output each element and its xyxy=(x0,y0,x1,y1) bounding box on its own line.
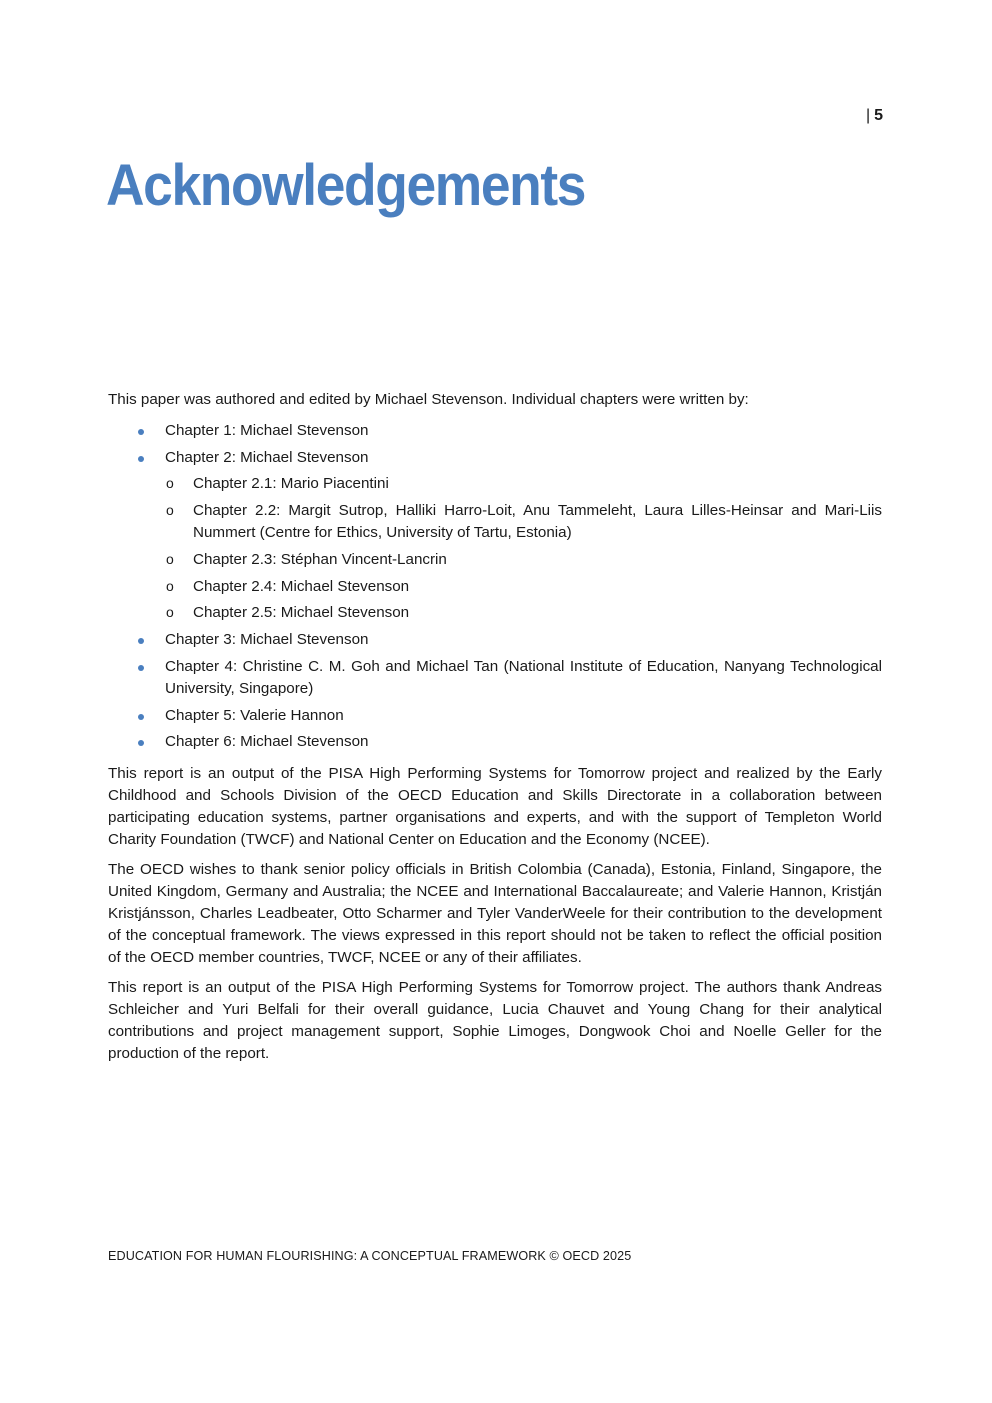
chapter-list xyxy=(108,420,882,753)
sub-list-item xyxy=(165,500,882,544)
list-item xyxy=(108,656,882,700)
sub-chapter-label: Chapter 2.2: Margit Sutrop, Halliki Harro-Loit, Anu Tammeleht, Laura Lilles-Heinsar and Mari-Liis Nummert (Centre for Ethics, University of Tartu, Estonia) xyxy=(193,502,882,541)
sub-chapter-label: Chapter 2.3: Stéphan Vincent-Lancrin xyxy=(193,550,447,568)
sub-chapter-label: Chapter 2.1: Mario Piacentini xyxy=(193,475,389,493)
list-item xyxy=(108,629,882,651)
page-title: Acknowledgements xyxy=(106,153,586,218)
sub-list-item xyxy=(165,473,882,495)
circle-bullet-icon: o xyxy=(166,604,174,621)
sub-list-item xyxy=(165,549,882,571)
bullet-icon xyxy=(138,714,144,720)
chapter-label: Chapter 6: Michael Stevenson xyxy=(165,733,369,751)
page-number xyxy=(866,106,883,126)
bullet-icon xyxy=(138,456,144,462)
bullet-icon xyxy=(138,638,144,644)
circle-bullet-icon: o xyxy=(166,577,174,594)
circle-bullet-icon: o xyxy=(166,550,174,567)
circle-bullet-icon: o xyxy=(166,502,174,519)
intro-text: This paper was authored and edited by Michael Stevenson. Individual chapters were written by: xyxy=(108,391,749,408)
list-item xyxy=(108,705,882,727)
bullet-icon xyxy=(138,740,144,746)
list-item xyxy=(108,447,882,625)
sub-chapter-label: Chapter 2.5: Michael Stevenson xyxy=(193,604,410,622)
page-footer: EDUCATION FOR HUMAN FLOURISHING: A CONCEPTUAL FRAMEWORK © OECD 2025 xyxy=(108,1249,632,1263)
main-content xyxy=(108,389,882,1074)
sub-list-item xyxy=(165,602,882,624)
paragraph-project: This report is an output of the PISA High Performing Systems for Tomorrow project and realized by the Early Childhood and Schools Division of the OECD Education and Skills Directorate in a collaboration between participating education systems, partner organisations and experts, and with the support of Templeton World Charity Foundation (TWCF) and National Center on Education and the Economy (NCEE). xyxy=(108,765,882,848)
chapter-label: Chapter 3: Michael Stevenson xyxy=(165,631,369,649)
chapter-label: Chapter 4: Christine C. M. Goh and Michael Tan (National Institute of Education, Nanyang Technological University, Singapore) xyxy=(165,657,882,697)
bullet-icon xyxy=(138,429,144,435)
bullet-icon xyxy=(138,665,144,671)
sub-chapter-label: Chapter 2.4: Michael Stevenson xyxy=(193,577,410,595)
chapter-label: Chapter 5: Valerie Hannon xyxy=(165,706,344,724)
paragraph-thanks: The OECD wishes to thank senior policy officials in British Colombia (Canada), Estonia, Finland, Singapore, the United Kingdom, Germany and Australia; the NCEE and International Baccalaureate; and Valerie Hannon, Kristján Kristjánsson, Charles Leadbeater, Otto Scharmer and Tyler VanderWeele for their contribution to the development of the conceptual framework. The views expressed in this report should not be taken to reflect the official position of the OECD member countries, TWCF, NCEE or any of their affiliates. xyxy=(108,861,882,966)
list-item xyxy=(108,731,882,753)
page-number-divider: | xyxy=(865,107,871,124)
page-number-value: 5 xyxy=(874,107,883,124)
paragraph-authors: This report is an output of the PISA High Performing Systems for Tomorrow project. The authors thank Andreas Schleicher and Yuri Belfali for their overall guidance, Lucia Chauvet and Young Chang for their analytical contributions and project management support, Sophie Limoges, Dongwook Choi and Noelle Geller for the production of the report. xyxy=(108,979,882,1062)
list-item xyxy=(108,420,882,442)
circle-bullet-icon: o xyxy=(166,475,174,492)
chapter-label: Chapter 1: Michael Stevenson xyxy=(165,421,369,439)
chapter-label: Chapter 2: Michael Stevenson xyxy=(165,448,369,466)
sub-list-item xyxy=(165,576,882,598)
sub-chapter-list xyxy=(165,473,882,624)
